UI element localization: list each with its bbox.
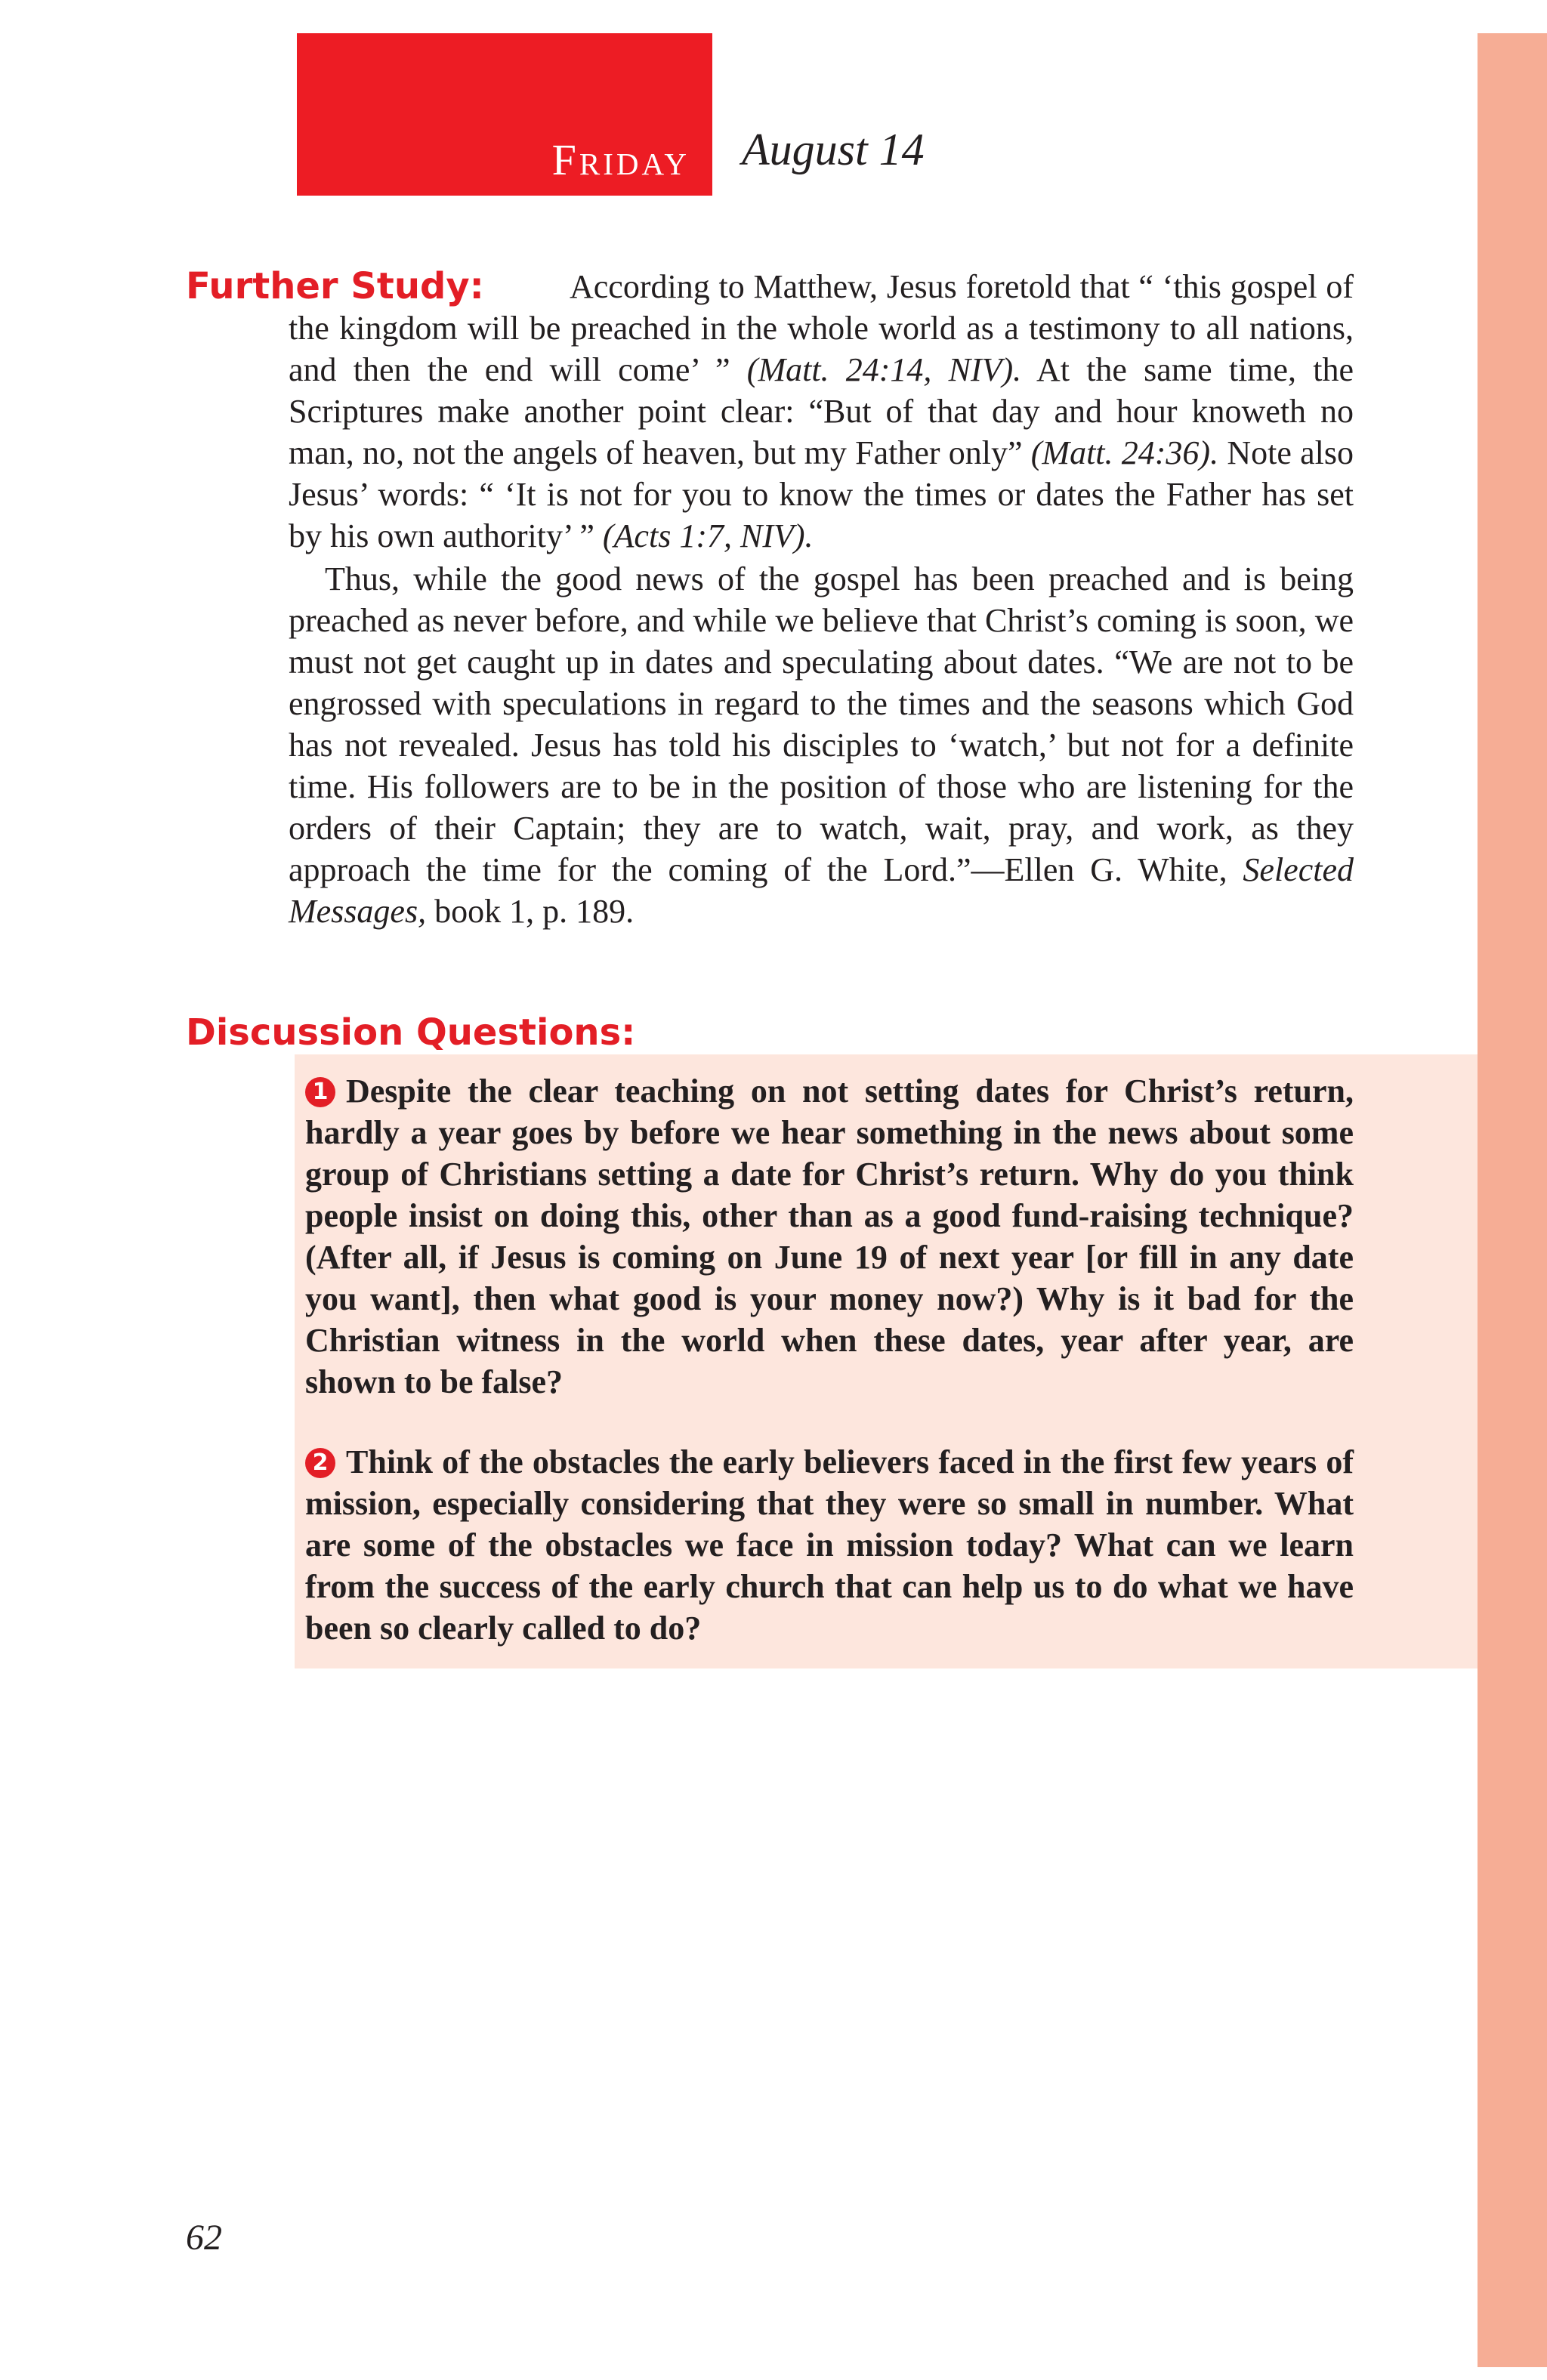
page-number: 62 <box>186 2218 222 2258</box>
further-study-text-1a: According to Matthew, Jesus foretold that “ ‘this gospel of the kingdom will be preached in the whole world as a testimony to all nations, and then the end will come’ ” <box>289 268 1354 388</box>
discussion-questions-heading: Discussion Questions: <box>186 1011 636 1054</box>
further-study-paragraph-1 <box>289 266 1354 557</box>
scripture-reference: (Matt. 24:14, NIV). <box>746 351 1022 388</box>
further-study-text-2a: Thus, while the good news of the gospel has been preached and is being preached as never before, and while we believe that Christ’s coming is soon, we must not get caught up in dates and speculating about dates. “We are not to be engrossed with speculations in regard to the times and the seasons which God has not revealed. Jesus has told his disciples to ‘watch,’ but not for a definite time. His followers are to be in the position of those who are listening for the orders of their Captain; they are to watch, wait, pray, and work, as they approach the time for the coming of the Lord.”—Ellen G. White, <box>289 560 1354 888</box>
question-text: Think of the obstacles the early believers faced in the first few years of mission, especially considering that they were so small in number. What are some of the obstacles we face in mission today? What can we learn from the success of the early church that can help us to do what we have been so clearly called to do? <box>305 1443 1354 1647</box>
discussion-question-2 <box>305 1441 1354 1649</box>
day-label: Friday <box>551 135 690 184</box>
scripture-reference: (Matt. 24:36). <box>1030 434 1219 471</box>
further-study-text-1b: At the same time, the Scriptures make another point clear: “But of that day and hour knoweth no man, no, not the angels of heaven, but my Father only” <box>289 351 1354 471</box>
further-study-text-1c: Note also Jesus’ words: “ ‘It is not for you to know the times or dates the Father has set by his own authority’ ” <box>289 434 1354 554</box>
book-title: Selected Messages, <box>289 851 1354 930</box>
question-number-badge: 2 <box>305 1448 335 1478</box>
side-color-bar <box>1478 33 1547 2367</box>
further-study-text-2b: book 1, p. 189. <box>426 893 635 930</box>
discussion-question-1 <box>305 1070 1354 1403</box>
question-number-badge: 1 <box>305 1077 335 1107</box>
scripture-reference: (Acts 1:7, NIV). <box>602 517 814 554</box>
further-study-heading: Further Study: <box>186 265 484 307</box>
date-label: August 14 <box>742 125 925 174</box>
question-text: Despite the clear teaching on not setting dates for Christ’s return, hardly a year goes by before we hear something in the news about some group of Christians setting a date for Christ’s return. Why do you think people insist on doing this, other than as a good fund-raising technique? (After all, if Jesus is coming on June 19 of next year [or fill in any date you want], then what good is your money now?) Why is it bad for the Christian witness in the world when these dates, year after year, are shown to be false? <box>305 1073 1354 1400</box>
day-banner <box>297 33 712 196</box>
further-study-paragraph-2 <box>289 558 1354 932</box>
